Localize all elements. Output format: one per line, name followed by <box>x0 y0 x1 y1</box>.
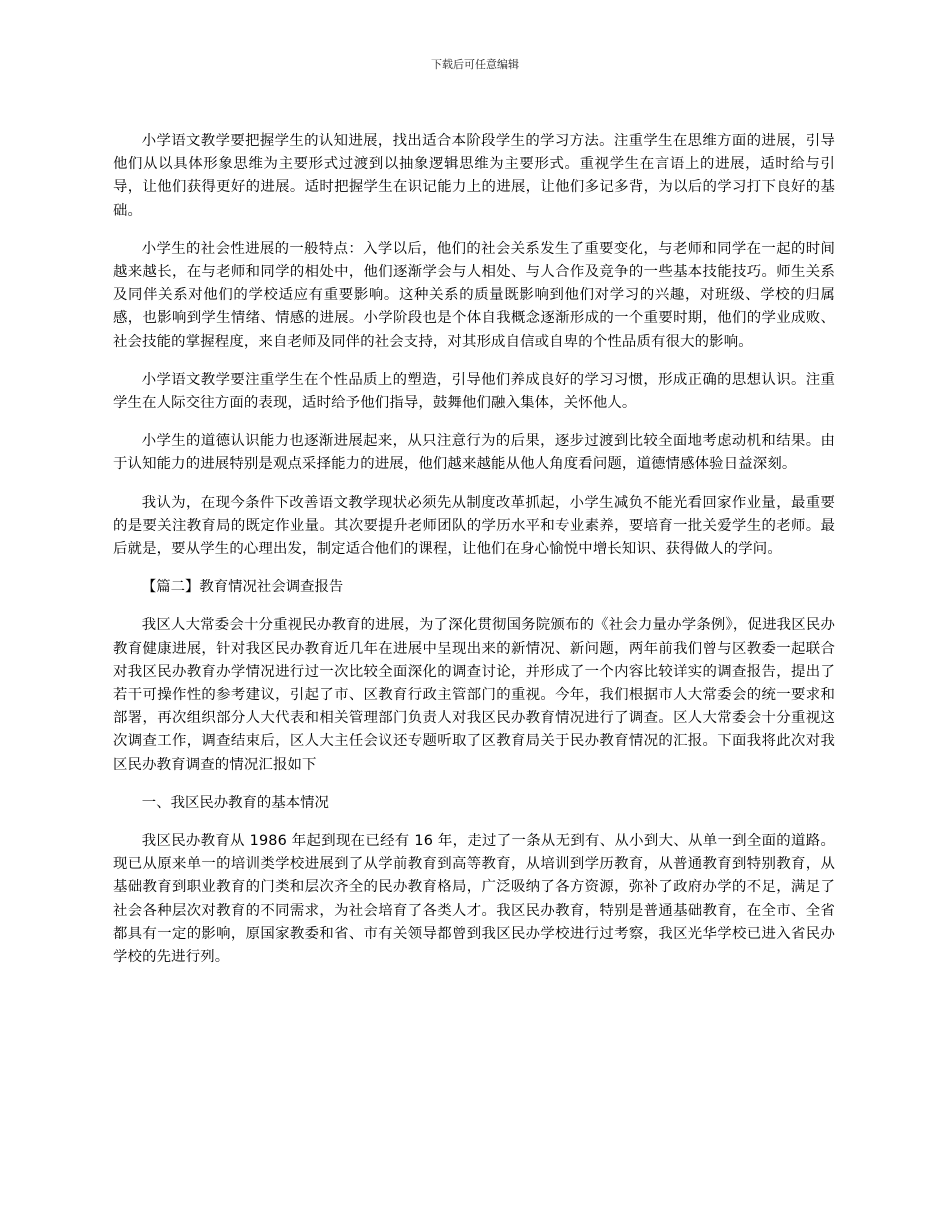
section-subheading: 一、我区民办教育的基本情况 <box>141 794 329 811</box>
paragraph-moral-development: 小学生的道德认识能力也逐渐进展起来，从只注意行为的后果，逐步过渡到比较全面地考虑动机和结果。由于认知能力的进展特别是观点采择能力的进展，他们越来越能从他人角度看问题，道德情感体验日益深刻。 <box>113 433 835 473</box>
document-body <box>113 130 835 984</box>
paragraph-opinion: 我认为，在现今条件下改善语文教学现状必须先从制度改革抓起，小学生减负不能光看回家作业量，最重要的是要关注教育局的既定作业量。其次要提升老师团队的学历水平和专业素养，要培育一批关爱学生的老师。最后就是，要从学生的心理出发，制定适合他们的课程，让他们在身心愉悦中增长知识、获得做人的学问。 <box>113 494 835 558</box>
paragraph-basic-situation: 我区民办教育从 1986 年起到现在已经有 16 年，走过了一条从无到有、从小到大、从单一到全面的道路。现已从原来单一的培训类学校进展到了从学前教育到高等教育，从培训到学历教育，从普通教育到特别教育，从基础教育到职业教育的门类和层次齐全的民办教育格局，广泛吸纳了各方资源，弥补了政府办学的不足，满足了社会各种层次对教育的不同需求，为社会培育了各类人才。我区民办教育，特别是普通基础教育，在全市、全省都具有一定的影响，原国家教委和省、市有关领导都曾到我区民办学校进行过考察，我区光华学校已进入省民办学校的先进行列。 <box>113 833 835 966</box>
paragraph-report-intro: 我区人大常委会十分重视民办教育的进展，为了深化贯彻国务院颁布的《社会力量办学条例》，促进我区民办教育健康进展，针对我区民办教育近几年在进展中呈现出来的新情况、新问题，两年前我们曾与区教委一起联合对我区民办教育办学情况进行过一次比较全面深化的调查讨论，并形成了一个内容比较详实的调查报告，提出了若干可操作性的参考建议，引起了市、区教育行政主管部门的重视。今年，我们根据市人大常委会的统一要求和部署，再次组织部分人大代表和相关管理部门负责人对我区民办教育情况进行了调查。区人大常委会十分重视这次调查工作，调查结束后，区人大主任会议还专题听取了区教育局关于民办教育情况的汇报。下面我将此次对我区民办教育调查的情况汇报如下 <box>113 617 835 773</box>
paragraph-social-development: 小学生的社会性进展的一般特点：入学以后，他们的社会关系发生了重要变化，与老师和同学在一起的时间越来越长，在与老师和同学的相处中，他们逐渐学会与人相处、与人合作及竞争的一些基本技能技巧。师生关系及同伴关系对他们的学校适应有重要影响。这种关系的质量既影响到他们对学习的兴趣，对班级、学校的归属感，也影响到学生情绪、情感的进展。小学阶段也是个体自我概念逐渐形成的一个重要时期，他们的学业成败、社会技能的掌握程度，来自老师及同伴的社会支持，对其形成自信或自卑的个性品质有很大的影响。 <box>113 240 835 350</box>
page-header: 下载后可任意编辑 <box>431 58 519 71</box>
paragraph-cognitive-development: 小学语文教学要把握学生的认知进展，找出适合本阶段学生的学习方法。注重学生在思维方面的进展，引导他们从以具体形象思维为主要形式过渡到以抽象逻辑思维为主要形式。重视学生在言语上的进展，适时给与引导，让他们获得更好的进展。适时把握学生在识记能力上的进展，让他们多记多背，为以后的学习打下良好的基础。 <box>113 133 835 219</box>
section-title: 【篇二】教育情况社会调查报告 <box>141 579 344 596</box>
paragraph-personality: 小学语文教学要注重学生在个性品质上的塑造，引导他们养成良好的学习习惯，形成正确的思想认识。注重学生在人际交往方面的表现，适时给予他们指导，鼓舞他们融入集体，关怀他人。 <box>113 371 835 412</box>
